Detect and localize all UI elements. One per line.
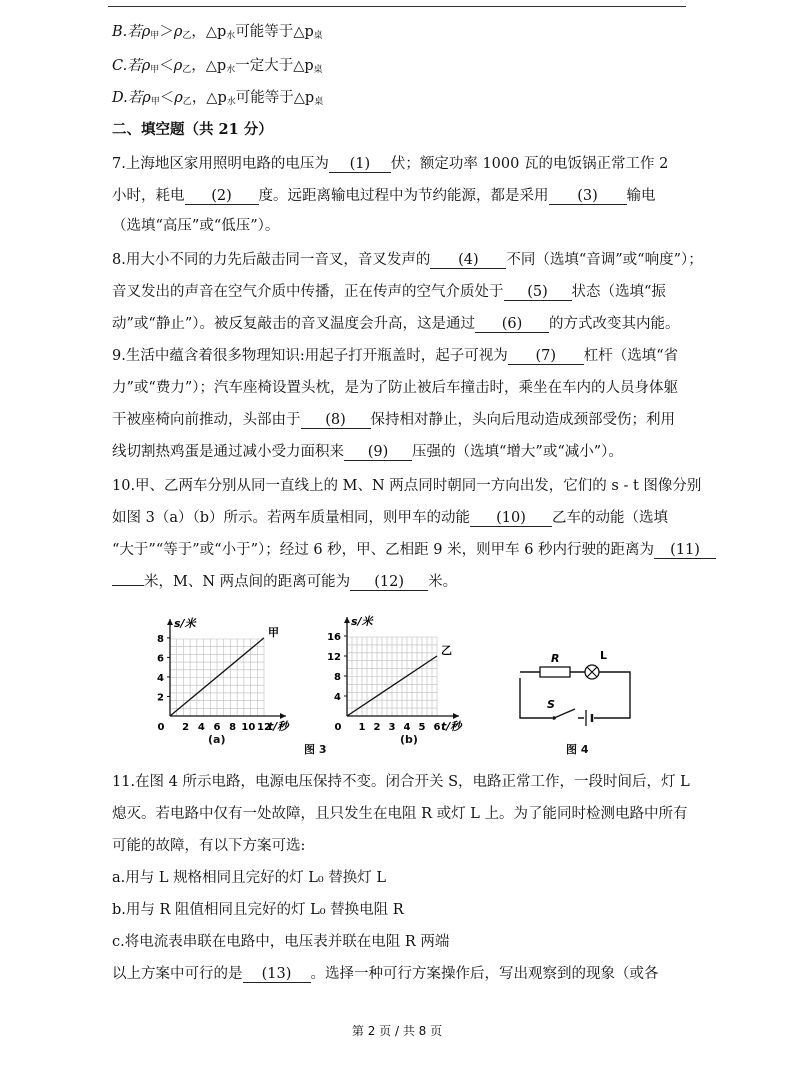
- chart-a-x-tick: 2: [182, 722, 190, 733]
- chart-a-x-tick: 0: [157, 722, 165, 733]
- q11-line3: 可能的故障，有以下方案可选:: [112, 838, 306, 854]
- blank-4[interactable]: (4): [430, 252, 506, 269]
- chart-a-y-arrow: [167, 619, 173, 625]
- section-title: 二、填空题（共 21 分）: [112, 121, 273, 138]
- chart-a-x-tick: 4: [197, 722, 205, 733]
- chart-a-xlabel: t/秒: [268, 720, 289, 733]
- circuit-wire: [520, 672, 630, 718]
- chart-b-y-arrow: [344, 617, 350, 623]
- q10-line1: 10.甲、乙两车分别从同一直线上的 M、N 两点同时朝同一方向出发，它们的 s - t 图像分别: [112, 478, 702, 494]
- top-rule: [108, 6, 686, 7]
- chart-a-y-tick: 6: [157, 653, 164, 665]
- chart-b-y-tick: 16: [327, 632, 341, 643]
- blank-6[interactable]: (6): [475, 316, 549, 333]
- chart-a-x-arrow: [280, 713, 286, 719]
- q8-line1: 8.用大小不同的力先后敲击同一音叉，音叉发声的 (4) 不同（选填“音调”或“响度”）；: [112, 252, 703, 268]
- figures: [0, 600, 794, 760]
- chart-b-xlabel: t/秒: [441, 720, 462, 733]
- option-d: D.若$\rho_甲<\rho_乙$，$\triangle p_水$可能等于$\triangle p_桌$: [112, 90, 324, 107]
- fig3b-caption: (b): [400, 733, 418, 746]
- chart-a-x-tick: 12: [257, 722, 271, 733]
- q7-line2: 小时，耗电 (2) 度。远距离输电过程中为节约能源，都是采用 (3) 输电: [112, 188, 656, 204]
- q8-line2: 音叉发出的声音在空气介质中传播，正在传声的空气介质处于 (5) 状态（选填“振: [112, 284, 666, 300]
- chart-b-y-tick: 4: [334, 692, 341, 703]
- q8-line3: 动”或“静止”）。被反复敲击的音叉温度会升高，这是通过 (6) 的方式改变其内能。: [112, 316, 680, 332]
- chart-a-x-tick: 10: [241, 722, 256, 733]
- chart-b-x-tick: 3: [388, 722, 396, 733]
- q11-line4: 以上方案中可行的是 (13) 。选择一种可行方案操作后，写出观察到的现象（或各: [112, 966, 659, 982]
- chart-b-x-arrow: [453, 713, 459, 719]
- chart-b-x-tick: 4: [403, 722, 411, 733]
- q10-line2: 如图 3（a）（b）所示。若两车质量相同，则甲车的动能 (10) 乙车的动能（选填: [112, 510, 669, 526]
- blank-3[interactable]: (3): [549, 188, 627, 205]
- blank-10[interactable]: (10): [470, 510, 552, 527]
- q9-line2: 力”或“费力”）；汽车座椅设置头枕，是为了防止被后车撞击时，乘坐在车内的人员身体躯: [112, 380, 678, 396]
- blank-2[interactable]: (2): [185, 188, 259, 205]
- blank-12[interactable]: (12): [350, 574, 428, 591]
- blank-11[interactable]: (11): [654, 542, 716, 559]
- chart-b-ylabel: s/米: [351, 615, 373, 628]
- chart-a-x-tick: 6: [213, 722, 221, 733]
- chart-a-y-tick: 4: [157, 672, 164, 684]
- chart-a-series-label: 甲: [268, 625, 279, 639]
- q11-option-a: a.用与 L 规格相同且完好的灯 L₀ 替换灯 L: [112, 870, 386, 886]
- chart-b-x-tick: 5: [418, 722, 426, 733]
- q7-line3: （选填“高压”或“低压”）。: [112, 218, 280, 234]
- q11-line1: 11.在图 4 所示电路，电源电压保持不变。闭合开关 S，电路正常工作，一段时间后，灯 L: [112, 774, 690, 790]
- page-footer: 第 2 页 / 共 8 页: [351, 1024, 443, 1038]
- chart-a-y-tick: 2: [157, 692, 164, 704]
- chart-b-series-label: 乙: [441, 644, 452, 657]
- blank-8[interactable]: (8): [301, 412, 371, 429]
- resistor-label: R: [551, 652, 560, 665]
- blank-7[interactable]: (7): [508, 348, 584, 365]
- chart-b-x-tick: 6: [433, 722, 441, 733]
- chart-a-x-tick: 8: [229, 722, 237, 733]
- q11-line2: 熄灭。若电路中仅有一处故障，且只发生在电阻 R 或灯 L 上。为了能同时检测电路中所有: [112, 806, 688, 822]
- lamp-label: L: [600, 649, 608, 662]
- chart-a-y-tick: 8: [157, 633, 164, 645]
- blank-13[interactable]: (13): [243, 966, 311, 983]
- blank-11-cont[interactable]: [112, 585, 144, 586]
- blank-1[interactable]: (1): [329, 156, 391, 173]
- chart-b-x-tick: 2: [373, 722, 381, 733]
- q9-line4: 线切割热鸡蛋是通过减小受力面积来 (9) 压强的（选填“增大”或“减小”）。: [112, 444, 623, 460]
- q10-line4: 米，M、N 两点间的距离可能为 (12) 米。: [112, 572, 457, 592]
- chart-b-y-tick: 12: [327, 652, 341, 663]
- blank-9[interactable]: (9): [344, 444, 412, 461]
- q9-line1: 9.生活中蕴含着很多物理知识:用起子打开瓶盖时，起子可视为 (7) 杠杆（选填“省: [112, 348, 679, 364]
- q11-option-b: b.用与 R 阻值相同且完好的灯 L₀ 替换电阻 R: [112, 902, 404, 918]
- fig3a-caption: (a): [208, 733, 226, 746]
- q9-line3: 干被座椅向前推动，头部由于 (8) 保持相对静止，头向后甩动造成颈部受伤；利用: [112, 412, 675, 428]
- q7-line1: 7.上海地区家用照明电路的电压为 (1) 伏；额定功率 1000 瓦的电饭锅正常工作 2: [112, 156, 669, 172]
- resistor-R: [540, 667, 570, 677]
- switch-label: S: [547, 698, 555, 711]
- chart-b-x-tick: 0: [334, 722, 342, 733]
- chart-b-y-tick: 8: [334, 672, 341, 683]
- chart-b-x-tick: 1: [358, 722, 366, 733]
- option-b: B.若$\rho_甲>\rho_乙$，$\triangle p_水$可能等于$\triangle p_桌$: [112, 24, 323, 41]
- fig4-caption: 图 4: [566, 743, 589, 756]
- chart-a-ylabel: s/米: [174, 617, 196, 630]
- blank-5[interactable]: (5): [504, 284, 572, 301]
- q11-option-c: c.将电流表串联在电路中，电压表并联在电阻 R 两端: [112, 934, 450, 950]
- q10-line3: “大于”“等于”或“小于”）；经过 6 秒，甲、乙相距 9 米，则甲车 6 秒内行驶的距离为 (11): [112, 540, 716, 560]
- option-c: C.若$\rho_甲<\rho_乙$，$\triangle p_水$一定大于$\triangle p_桌$: [112, 58, 323, 75]
- fig3-caption: 图 3: [304, 743, 327, 756]
